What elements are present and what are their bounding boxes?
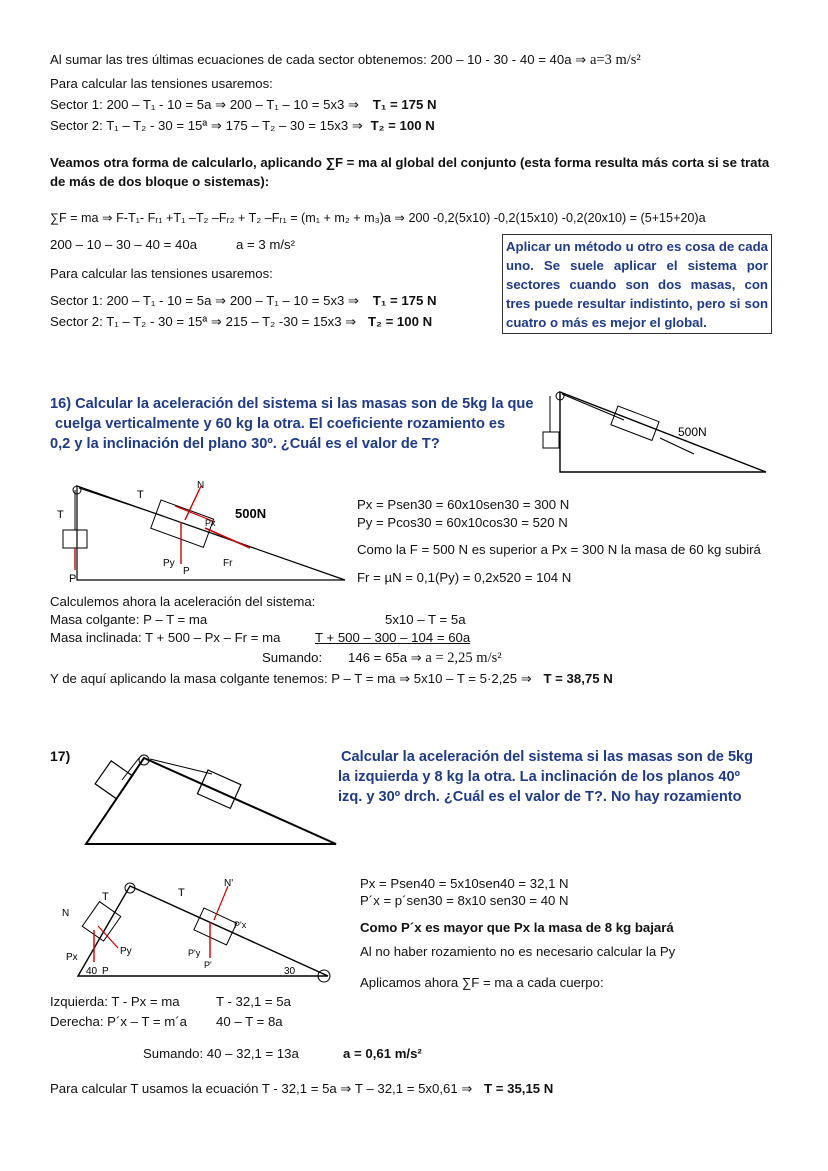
rope-incline [562,394,624,420]
hand17-angle-30: 30 [284,966,296,977]
global-equation: ∑F = ma ⇒ F-T₁- Fᵣ₁ +T₁ –T₂ –Fᵣ₂ + T₂ –Fᵣ₁ = (m₁ + m₂ + m₃)a ⇒ 200 -0,2(5x10) -0,2(15x10) -0,2(20x10) = (5+15+20)a [50,211,706,225]
global-acc: a = 3 m/s² [236,237,295,252]
hand-label-p2: P [69,573,77,585]
p17-apply: Aplicamos ahora ∑F = ma a cada cuerpo: [360,975,604,990]
p16-calc: Calculemos ahora la aceleración del sistema: [50,594,316,609]
intro-line-1 [50,52,641,68]
intro-s1-eq: Sector 1: 200 – T₁ - 10 = 5a ⇒ 200 – T₁ – 10 = 5x3 ⇒ [50,97,360,112]
hand17-pxp: P'x [234,920,247,930]
p16-final-eq: Y de aquí aplicando la masa colgante tenemos: P – T = ma ⇒ 5x10 – T = 5·2,25 ⇒ [50,671,532,686]
hand17-p: P [102,966,109,977]
method-note-box: Aplicar un método u otro es cosa de cada uno. Se suele aplicar el sistema por sectores cuando son dos masas, con tres puede resultar indistinto, pero si son cuatro o más es mejor el global. [502,234,772,334]
p17-pxp: P´x = p´sen30 = 8x10 sen30 = 40 N [360,893,569,908]
intro-sector-1 [50,97,437,113]
p16-sum-label: Sumando: [262,650,323,665]
hand17-angle-40: 40 [86,966,98,977]
p17-right-val: 40 – T = 8a [216,1014,283,1029]
intro-s1-result: T₁ = 175 N [372,97,437,112]
p17-question-2: la izquierda y 8 kg la otra. La inclinación de los planos 40º [338,769,740,785]
hand-label-px: Px [205,518,216,528]
global-sum: 200 – 10 – 30 – 40 = 40a [50,237,198,252]
p17-sum: Sumando: 40 – 32,1 = 13a [143,1046,299,1061]
hand-right-n [214,886,228,920]
hand17-pp: P' [204,960,212,970]
fig-force-label: 500N [678,425,707,439]
p17-force-diagram [58,872,340,984]
incline-plane [560,392,766,472]
hand17-t2: T [178,887,185,899]
p17-number: 17) [50,748,71,764]
hand17-t1: T [102,891,109,903]
p16-question-1: 16) Calcular la aceleración del sistema si las masas son de 5kg la que [50,396,534,412]
hand-500-arrow [205,528,250,548]
p17-right-eq: Derecha: P´x – T = m´a [50,1014,187,1029]
p17-tension [50,1081,553,1097]
p16-sum-acc: a = 2,25 m/s² [425,650,502,666]
intro-s2-result: T₂ = 100 N [370,118,435,133]
global-sector-1 [50,293,437,309]
hand-hanging-block [63,530,87,548]
p16-question-3: 0,2 y la inclinación del plano 30º. ¿Cuál es el valor de T? [50,436,440,452]
hand-double-incline [78,886,328,976]
hand17-px: Px [66,952,78,963]
p16-force-diagram [55,478,355,588]
p17-question-3: izq. y 30º drch. ¿Cuál es el valor de T?. No hay rozamiento [338,789,742,805]
global-heading-2: de más de dos bloque o sistemas): [50,174,270,189]
p16-incline-val: T + 500 – 300 – 104 = 60a [315,630,471,645]
right-block [197,770,240,808]
hand-incline [77,486,345,580]
intro-sector-2 [50,118,435,134]
left-block [95,761,132,799]
global-s1-eq: Sector 1: 200 – T₁ - 10 = 5a ⇒ 200 – T₁ – 10 = 5x3 ⇒ [50,293,360,308]
p16-figure [538,388,778,478]
p16-compare: Como la F = 500 N es superior a Px = 300 N la masa de 60 kg subirá [357,542,761,557]
p16-sum [348,650,502,666]
p16-hanging-val: 5x10 – T = 5a [385,612,466,627]
p17-no-py: Al no haber rozamiento no es necesario calcular la Py [360,944,676,959]
hand-label-t2: T [57,509,64,521]
p17-figure [84,746,340,846]
hand-label-500n: 500N [235,506,267,521]
p16-question-2: cuelga verticalmente y 60 kg la otra. El coeficiente rozamiento es [55,416,506,432]
hand-rope-i [79,488,163,516]
hanging-block [543,432,559,448]
p16-px: Px = Psen30 = 60x10sen30 = 300 N [357,497,570,512]
hand-label-t: T [137,489,144,501]
p17-rope-right [150,759,212,774]
p16-final [50,671,613,687]
hand17-py: Py [120,946,132,957]
incline-block [611,406,659,440]
p17-px: Px = Psen40 = 5x10sen40 = 32,1 N [360,876,569,891]
global-s2-eq: Sector 2: T₁ – T₂ - 30 = 15ª ⇒ 215 – T₂ -30 = 15x3 ⇒ [50,314,357,329]
intro-s2-eq: Sector 2: T₁ – T₂ - 30 = 15ª ⇒ 175 – T₂ – 30 = 15x3 ⇒ [50,118,363,133]
global-s1-result: T₁ = 175 N [372,293,437,308]
global-s2-result: T₂ = 100 N [367,314,433,329]
hand-label-py: Py [163,558,175,569]
hand-label-fr: Fr [223,558,233,569]
hand17-pyp: P'y [188,948,201,958]
global-sector-2 [50,314,432,330]
p17-acc: a = 0,61 m/s² [343,1046,422,1061]
hand17-n1: N [62,908,70,919]
hand-label-n: N [197,480,205,491]
p16-hanging-eq: Masa colgante: P – T = ma [50,612,208,627]
p16-incline-eq: Masa inclinada: T + 500 – Px – Fr = ma [50,630,281,645]
p16-py: Py = Pcos30 = 60x10cos30 = 520 N [357,515,568,530]
intro-acc-result: a=3 m/s² [589,52,641,68]
global-heading-1: Veamos otra forma de calcularlo, aplicando ∑F = ma al global del conjunto (esta forma resulta más corta si se trata [50,155,770,170]
p17-left-val: T - 32,1 = 5a [216,994,291,1009]
p16-friction: Fr = µN = 0,1(Py) = 0,2x520 = 104 N [357,570,572,585]
p16-sum-eq: 146 = 65a ⇒ [348,650,422,665]
p17-tension-result: T = 35,15 N [484,1081,554,1096]
p16-final-result: T = 38,75 N [543,671,613,686]
intro-sum-text: Al sumar las tres últimas ecuaciones de cada sector obtenemos: 200 – 10 - 30 - 40 = 40a ⇒ [50,52,587,67]
p17-question-1: Calcular la aceleración del sistema si las masas son de 5kg [341,749,754,765]
intro-tension-label: Para calcular las tensiones usaremos: [50,76,273,91]
p17-compare: Como P´x es mayor que Px la masa de 8 kg bajará [360,920,674,935]
hand17-n2: N' [224,878,234,889]
global-tension-label: Para calcular las tensiones usaremos: [50,266,273,281]
force-arrow [660,438,694,454]
p17-left-eq: Izquierda: T - Px = ma [50,994,180,1009]
hand-label-p: P [183,566,190,577]
p17-tension-eq: Para calcular T usamos la ecuación T - 32,1 = 5a ⇒ T – 32,1 = 5x0,61 ⇒ [50,1081,473,1096]
hand-right-block [194,908,237,945]
